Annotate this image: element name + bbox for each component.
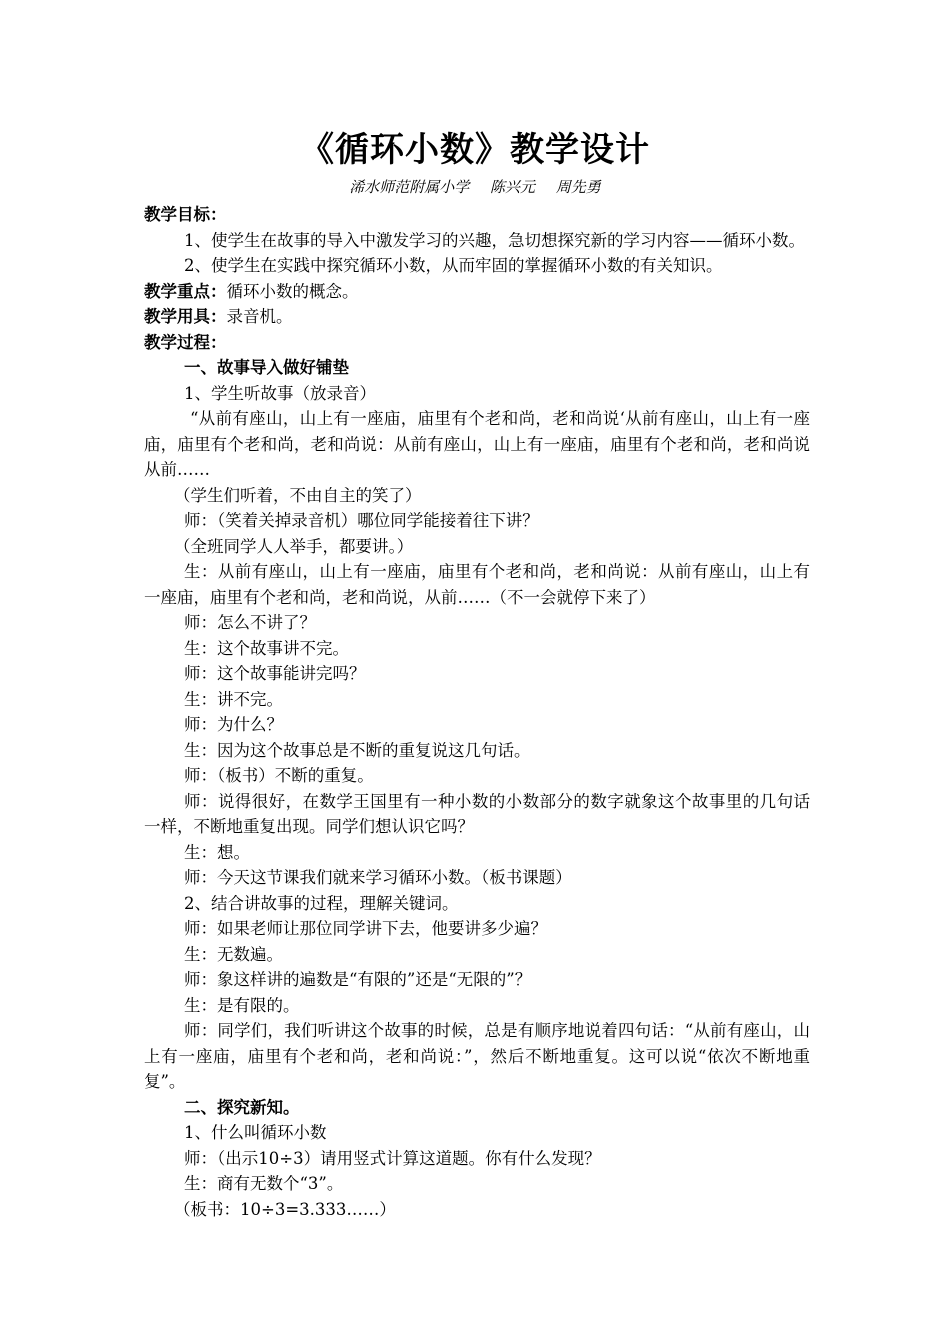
author-line	[0, 177, 950, 197]
paragraph: 师：为什么？	[184, 715, 283, 734]
paragraph: 2、结合讲故事的过程，理解关键词。	[184, 893, 459, 913]
paragraph: 生：讲不完。	[184, 689, 283, 709]
tools-line	[144, 304, 810, 330]
paragraph: 师：怎么不讲了？	[184, 613, 316, 632]
field-value: 录音机。	[226, 307, 293, 326]
author-name: 周先勇	[555, 178, 601, 196]
paragraph: 生：是有限的。	[184, 995, 300, 1015]
paragraph: 生：从前有座山，山上有一座庙，庙里有个老和尚，老和尚说：从前有座山，山上有一座庙，庙里有个老和尚，老和尚说，从前……（不一会就停下来了）	[144, 562, 810, 607]
paragraph: 生：无数遍。	[184, 944, 283, 964]
paragraph: 师：如果老师让那位同学讲下去，他要讲多少遍？	[184, 919, 547, 938]
subsection-heading: 一、故事导入做好铺垫	[184, 358, 349, 377]
author-name: 陈兴元	[489, 178, 535, 196]
paragraph: 师：象这样讲的遍数是“有限的”还是“无限的”？	[184, 970, 532, 989]
field-value: 循环小数的概念。	[226, 281, 359, 301]
section-heading: 教学目标：	[144, 205, 227, 224]
paragraph: “从前有座山，山上有一座庙，庙里有个老和尚，老和尚说‘从前有座山，山上有一座庙，庙里有个老和尚，老和尚说：从前有座山，山上有一座庙，庙里有个老和尚，老和尚说从前……	[144, 409, 810, 479]
paragraph: 生：因为这个故事总是不断的重复说这几句话。	[184, 740, 531, 760]
field-label: 教学重点：	[144, 281, 227, 301]
paragraph: 生：想。	[184, 842, 250, 862]
paragraph: 2、使学生在实践中探究循环小数，从而牢固的掌握循环小数的有关知识。	[184, 256, 723, 275]
school-name: 浠水师范附属小学	[349, 178, 470, 196]
paragraph: 师：（笑着关掉录音机）哪位同学能接着往下讲？	[184, 511, 539, 530]
paragraph: 师：同学们，我们听讲这个故事的时候，总是有顺序地说着四句话：“从前有座山，山上有一座庙，庙里有个老和尚，老和尚说：”，然后不断地重复。这可以说“依次不断地重复”。	[144, 1021, 810, 1091]
subsection-heading: 二、探究新知。	[184, 1097, 300, 1117]
paragraph: 师：说得很好，在数学王国里有一种小数的小数部分的数字就象这个故事里的几句话一样，不断地重复出现。同学们想认识它吗？	[144, 791, 810, 836]
paragraph: （学生们听着，不由自主的笑了）	[174, 485, 422, 505]
paragraph: 师：（板书）不断的重复。	[184, 766, 374, 785]
paragraph: 1、使学生在故事的导入中激发学习的兴趣，急切想探究新的学习内容——循环小数。	[184, 230, 805, 250]
field-label: 教学用具：	[144, 307, 227, 326]
page-title: 《循环小数》教学设计	[300, 130, 650, 170]
paragraph: 生：商有无数个“3”。	[184, 1174, 344, 1193]
paragraph: 师：这个故事能讲完吗？	[184, 664, 366, 683]
section-heading: 教学过程：	[144, 332, 227, 352]
paragraph: 1、什么叫循环小数	[184, 1123, 327, 1142]
focus-line	[144, 279, 810, 305]
paragraph: 生：这个故事讲不完。	[184, 638, 349, 658]
paragraph: （板书：10÷3=3.333……）	[174, 1199, 396, 1219]
document-body	[144, 202, 810, 1222]
paragraph: 师：（出示10÷3）请用竖式计算这道题。你有什么发现？	[184, 1148, 601, 1168]
paragraph: （全班同学人人举手，都要讲。）	[174, 536, 414, 556]
paragraph: 1、学生听故事（放录音）	[184, 383, 376, 403]
paragraph: 师：今天这节课我们就来学习循环小数。（板书课题）	[184, 868, 572, 887]
